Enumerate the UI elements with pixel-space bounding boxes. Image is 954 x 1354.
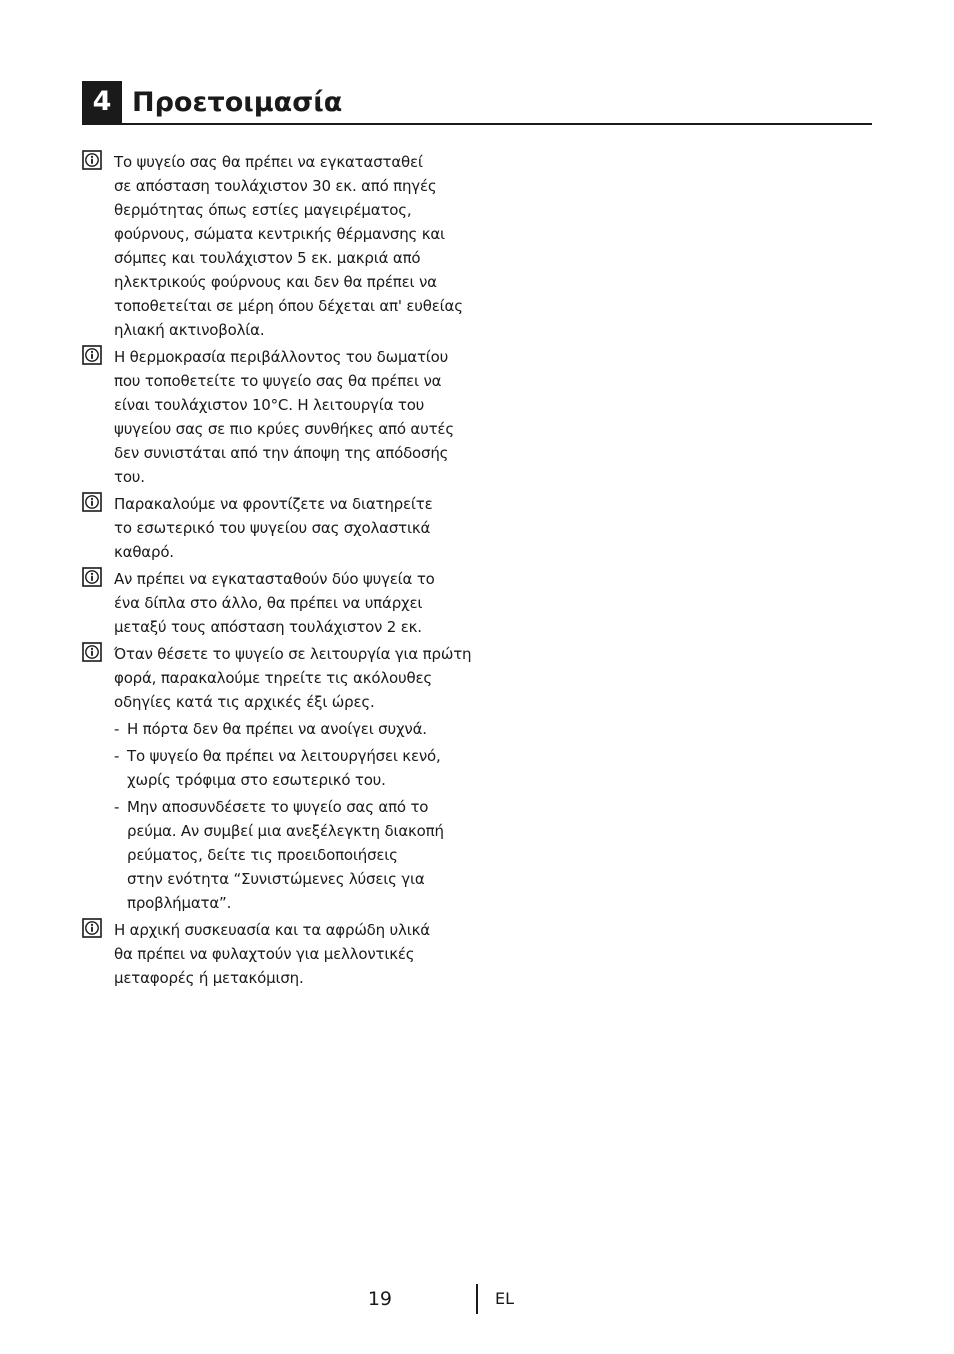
note-text <box>114 567 472 639</box>
info-icon <box>82 492 102 512</box>
text-line: καθαρό. <box>114 543 174 561</box>
text-line: τοποθετείται σε μέρη όπου δέχεται απ' ευθείας <box>114 297 463 315</box>
text-line: θα πρέπει να φυλαχτούν για μελλοντικές <box>114 945 415 963</box>
info-icon <box>82 345 102 365</box>
text-line: του. <box>114 468 145 486</box>
text-line: Η πόρτα δεν θα πρέπει να ανοίγει συχνά. <box>127 720 427 738</box>
info-icon <box>82 642 102 662</box>
info-note <box>82 567 472 639</box>
text-line: χωρίς τρόφιμα στο εσωτερικό του. <box>127 771 386 789</box>
instruction-list <box>114 717 472 915</box>
text-line: ψυγείου σας σε πιο κρύες συνθήκες από αυτές <box>114 420 454 438</box>
text-line: που τοποθετείτε το ψυγείο σας θα πρέπει να <box>114 372 442 390</box>
text-line: ρεύμα. Αν συμβεί μια ανεξέλεγκτη διακοπή <box>127 822 444 840</box>
text-line: Αν πρέπει να εγκατασταθούν δύο ψυγεία το <box>114 570 435 588</box>
chapter-number: 4 <box>82 81 122 123</box>
note-text <box>114 345 472 489</box>
language-code: EL <box>495 1289 515 1308</box>
text-line: Το ψυγείο θα πρέπει να λειτουργήσει κενό, <box>127 747 441 765</box>
text-line: ρεύματος, δείτε τις προειδοποιήσεις <box>127 846 398 864</box>
text-line: Μην αποσυνδέσετε το ψυγείο σας από το <box>127 798 429 816</box>
text-line: το εσωτερικό του ψυγείου σας σχολαστικά <box>114 519 431 537</box>
list-item <box>114 717 472 741</box>
info-icon <box>82 567 102 587</box>
text-line: Η αρχική συσκευασία και τα αφρώδη υλικά <box>114 921 430 939</box>
list-dash: - <box>114 720 120 738</box>
list-item <box>114 744 472 792</box>
text-line: φούρνους, σώματα κεντρικής θέρμανσης και <box>114 225 445 243</box>
text-line: ένα δίπλα στο άλλο, θα πρέπει να υπάρχει <box>114 594 423 612</box>
text-line: είναι τουλάχιστον 10°C. Η λειτουργία του <box>114 396 425 414</box>
notes-content <box>82 150 472 993</box>
list-item <box>114 795 472 915</box>
info-note <box>82 492 472 564</box>
chapter-title: Προετοιμασία <box>132 87 343 118</box>
chapter-header <box>82 81 872 125</box>
text-line: οδηγίες κατά τις αρχικές έξι ώρες. <box>114 693 375 711</box>
list-dash: - <box>114 747 120 765</box>
page-number: 19 <box>367 1288 392 1310</box>
text-line: φορά, παρακαλούμε τηρείτε τις ακόλουθες <box>114 669 432 687</box>
text-line: ηλιακή ακτινοβολία. <box>114 321 265 339</box>
text-line: μεταξύ τους απόσταση τουλάχιστον 2 εκ. <box>114 618 422 636</box>
text-line: μεταφορές ή μετακόμιση. <box>114 969 304 987</box>
text-line: στην ενότητα “Συνιστώμενες λύσεις για <box>127 870 425 888</box>
text-line: προβλήματα”. <box>127 894 232 912</box>
text-line: Το ψυγείο σας θα πρέπει να εγκατασταθεί <box>114 153 423 171</box>
info-note <box>82 642 472 915</box>
text-line: Όταν θέσετε το ψυγείο σε λειτουργία για πρώτη <box>114 645 472 663</box>
list-dash: - <box>114 798 120 816</box>
text-line: ηλεκτρικούς φούρνους και δεν θα πρέπει να <box>114 273 437 291</box>
text-line: δεν συνιστάται από την άποψη της απόδοσής <box>114 444 449 462</box>
text-line: Η θερμοκρασία περιβάλλοντος του δωματίου <box>114 348 449 366</box>
note-text <box>114 492 472 564</box>
info-note <box>82 150 472 342</box>
info-icon <box>82 150 102 170</box>
info-note <box>82 345 472 489</box>
text-line: Παρακαλούμε να φροντίζετε να διατηρείτε <box>114 495 433 513</box>
note-text <box>114 918 472 990</box>
info-icon <box>82 918 102 938</box>
note-text <box>114 642 472 714</box>
note-text <box>114 150 472 342</box>
text-line: σε απόσταση τουλάχιστον 30 εκ. από πηγές <box>114 177 437 195</box>
info-note <box>82 918 472 990</box>
text-line: θερμότητας όπως εστίες μαγειρέματος, <box>114 201 412 219</box>
footer-divider <box>476 1284 478 1314</box>
text-line: σόμπες και τουλάχιστον 5 εκ. μακριά από <box>114 249 421 267</box>
